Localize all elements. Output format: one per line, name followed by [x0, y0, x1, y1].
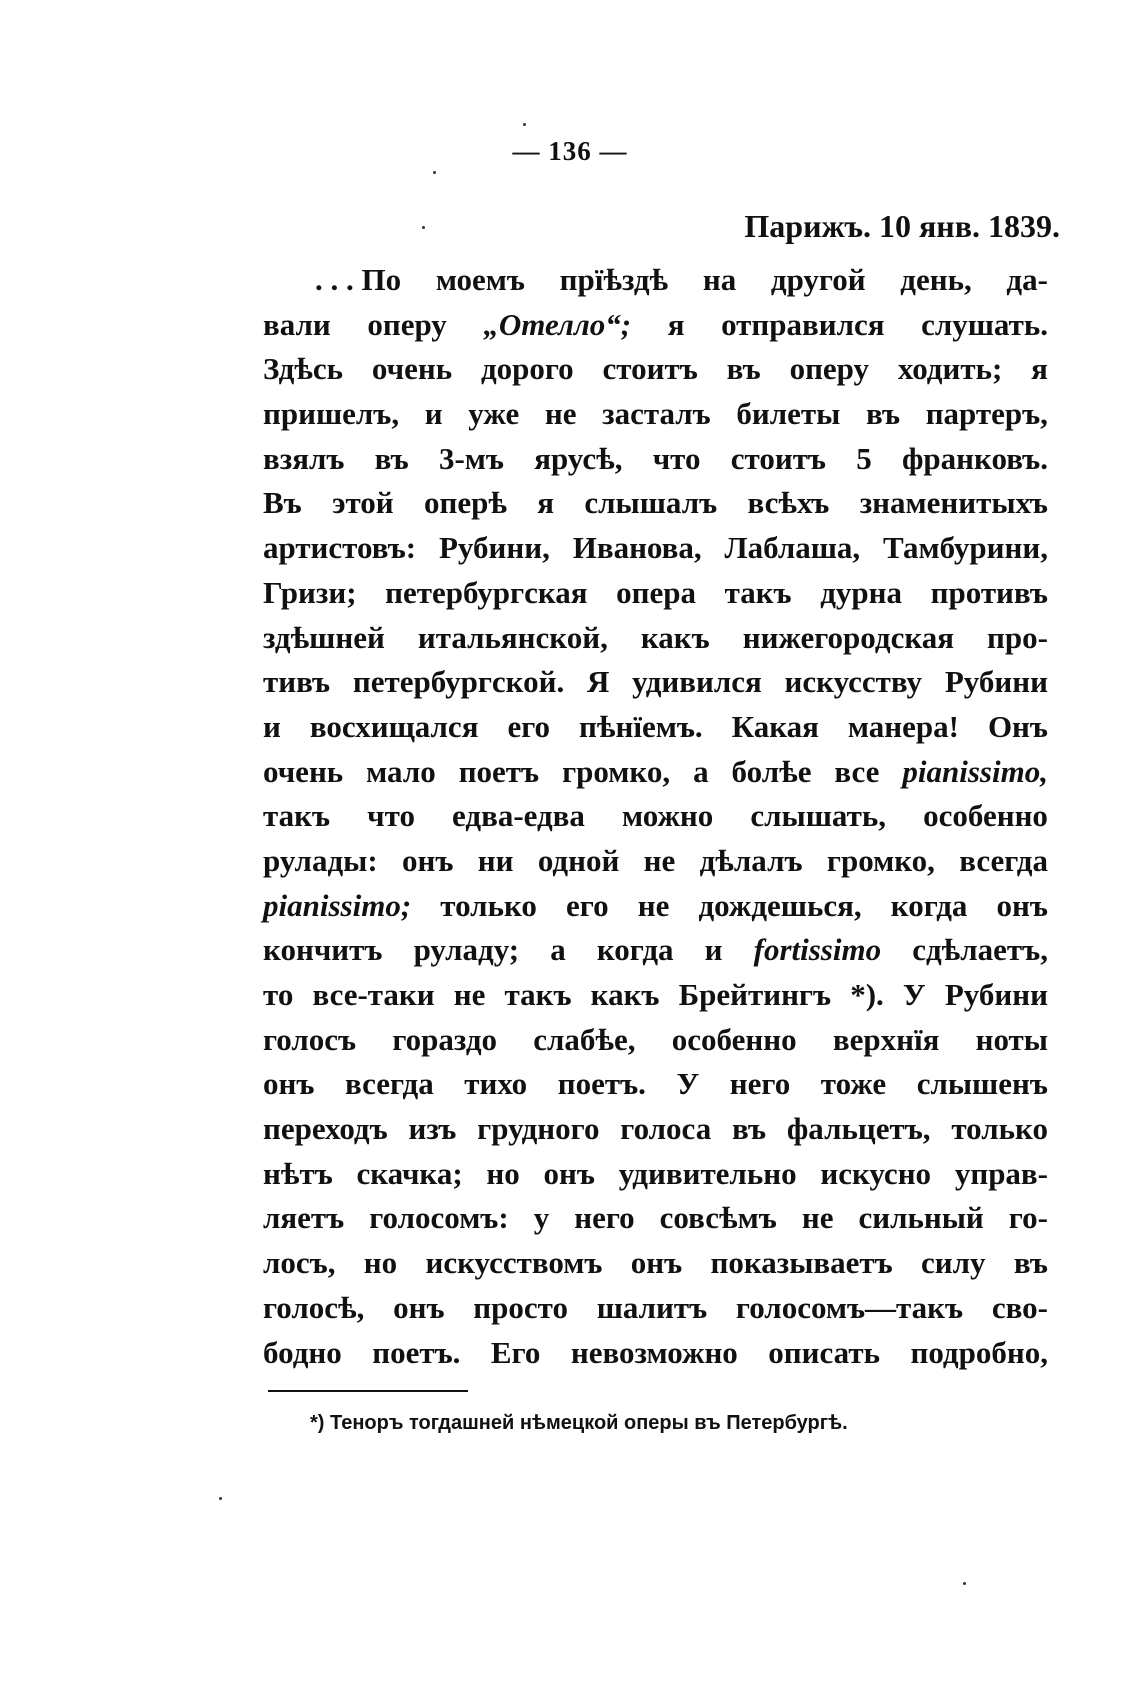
word: какъ — [590, 977, 660, 1012]
word: и — [704, 932, 723, 968]
text-line — [263, 1062, 1048, 1107]
word: переходъ — [263, 1111, 388, 1147]
text-line — [263, 884, 1048, 929]
scan-speck — [219, 1497, 222, 1500]
word: дѣлалъ — [699, 842, 803, 878]
word: какъ — [640, 619, 710, 655]
word: Иванова, — [572, 530, 702, 566]
word: Рубини, — [438, 530, 550, 566]
word: можно — [622, 798, 714, 834]
page-number: — 136 — — [512, 136, 628, 166]
word: ни — [477, 842, 514, 878]
text-line — [263, 571, 1048, 616]
word: петербургской. — [352, 664, 565, 700]
word: взялъ — [263, 440, 345, 476]
word: искусно — [820, 1155, 932, 1191]
word: искусствомъ — [425, 1245, 603, 1281]
word: сво- — [991, 1289, 1048, 1325]
word: гораздо — [392, 1021, 497, 1057]
text-line — [263, 973, 1048, 1018]
word: У — [676, 1066, 700, 1102]
text-line — [263, 526, 1048, 571]
word: все — [834, 753, 880, 789]
word: лосъ, — [263, 1245, 336, 1281]
word: болѣе — [731, 753, 812, 789]
word: искусству — [784, 664, 923, 700]
italic-term: pianissimo, — [902, 753, 1048, 789]
word: поетъ. — [557, 1066, 646, 1102]
word: грудного — [477, 1111, 600, 1147]
footnote-separator — [268, 1390, 468, 1392]
text-line — [263, 1107, 1048, 1152]
word: все-таки — [312, 977, 435, 1012]
word: ходить; — [897, 351, 1003, 387]
word: Онъ — [987, 708, 1048, 744]
text-line — [263, 1286, 1048, 1331]
word: 5 — [856, 440, 872, 476]
word: рулады: — [263, 842, 378, 878]
word: не — [637, 887, 670, 923]
word: Здѣсь — [263, 351, 344, 387]
text-line — [263, 750, 1048, 795]
word: У — [902, 977, 926, 1012]
word: Лаблаша, — [724, 530, 861, 566]
word: тихо — [464, 1066, 528, 1102]
word: дурна — [820, 574, 903, 610]
word: Какая — [731, 708, 819, 744]
word: такъ — [504, 977, 572, 1012]
word: дорого — [480, 351, 574, 387]
text-line — [263, 392, 1048, 437]
word: уже — [468, 396, 520, 432]
word: его — [566, 887, 609, 923]
word: слышенъ — [916, 1066, 1048, 1102]
word: но — [486, 1155, 520, 1191]
word: слышалъ — [584, 485, 718, 521]
word: кончитъ — [263, 932, 383, 968]
word: нѣтъ — [263, 1155, 333, 1191]
word: тоже — [820, 1066, 887, 1102]
word: не — [544, 396, 577, 432]
text-line — [263, 481, 1048, 526]
word: я — [667, 306, 685, 342]
word: а — [693, 753, 709, 789]
word: онъ — [630, 1245, 683, 1281]
text-line — [263, 1152, 1048, 1197]
word: что — [652, 440, 701, 476]
word: онъ — [543, 1155, 595, 1191]
word: тивъ — [263, 664, 331, 700]
word: у — [533, 1200, 550, 1236]
word: здѣшней — [263, 619, 385, 655]
word: Его — [490, 1334, 541, 1370]
scan-speck — [433, 171, 436, 174]
word: скачка; — [356, 1155, 463, 1191]
text-line — [263, 1241, 1048, 1286]
word: голоса — [620, 1111, 712, 1147]
word: такъ — [263, 798, 331, 834]
word: не — [643, 842, 676, 878]
word: въ — [374, 440, 409, 476]
word: билеты — [736, 396, 841, 432]
word: пришелъ, — [263, 396, 400, 432]
word: въ — [726, 351, 761, 387]
word: день, — [900, 262, 972, 297]
word: верхнїя — [832, 1021, 940, 1057]
word: голосѣ, — [263, 1289, 365, 1325]
italic-term: pianissimo; — [263, 887, 412, 923]
text-line — [263, 794, 1048, 839]
word: всегда — [959, 842, 1048, 878]
italic-title: „Отелло“; — [483, 306, 632, 342]
text-line — [263, 1331, 1048, 1376]
word: въ — [732, 1111, 767, 1147]
word: оперу — [367, 306, 447, 342]
word: Я — [586, 664, 610, 700]
word: засталъ — [602, 396, 711, 432]
word: я — [1031, 351, 1048, 387]
word: всѣхъ — [747, 485, 830, 521]
word: онъ — [996, 887, 1048, 923]
text-line — [263, 258, 1048, 303]
word: Гризи; — [263, 574, 357, 610]
scan-speck — [523, 123, 526, 126]
word: 3-мъ — [438, 440, 504, 476]
word: оперѣ — [423, 485, 507, 521]
letter-dateline: Парижъ. 10 янв. 1839. — [744, 208, 1060, 244]
text-line — [263, 660, 1048, 705]
word: сдѣлаетъ, — [912, 932, 1048, 968]
word: голосъ — [263, 1021, 357, 1057]
word: описать — [768, 1334, 880, 1370]
word: ярусѣ, — [534, 440, 623, 476]
word: этой — [332, 485, 394, 521]
word: онъ — [263, 1066, 315, 1102]
word: Рубини — [944, 664, 1048, 700]
word: шалитъ — [596, 1289, 708, 1325]
word: когда — [890, 887, 968, 923]
word: го- — [1008, 1200, 1048, 1236]
word: онъ — [393, 1289, 445, 1325]
word: другой — [770, 262, 866, 297]
word: въ — [1013, 1245, 1048, 1281]
word: что — [367, 798, 415, 834]
word: восхищался — [309, 708, 479, 744]
word: а — [550, 932, 566, 968]
word: особенно — [923, 798, 1048, 834]
word: стоитъ — [602, 351, 698, 387]
text-line — [263, 347, 1048, 392]
word: Въ — [263, 485, 302, 521]
text-line — [263, 839, 1048, 884]
word: только — [951, 1111, 1048, 1147]
word: нижегородская — [742, 619, 955, 655]
word: очень — [371, 351, 453, 387]
scan-speck — [963, 1582, 966, 1585]
word: петербургская — [385, 574, 588, 610]
text-line — [263, 303, 1048, 348]
word: такъ — [724, 574, 792, 610]
word: итальянской, — [417, 619, 608, 655]
word: только — [440, 887, 537, 923]
text-line — [263, 616, 1048, 661]
word: невозможно — [570, 1334, 738, 1370]
word: оперу — [789, 351, 870, 387]
word: особенно — [671, 1021, 797, 1057]
word: сильный — [858, 1200, 984, 1236]
word: поетъ — [458, 753, 540, 789]
text-line — [263, 1018, 1048, 1063]
word: бодно — [263, 1334, 342, 1370]
word: знаменитыхъ — [859, 485, 1048, 521]
word: когда — [596, 932, 674, 968]
word: показываетъ — [710, 1245, 893, 1281]
footnote: *) Теноръ тогдашней нѣмецкой оперы въ Петербургѣ. — [310, 1412, 848, 1434]
word: на — [702, 262, 737, 297]
word: не — [453, 977, 486, 1012]
word: его — [507, 708, 551, 744]
word: руладу; — [413, 932, 520, 968]
word: едва-едва — [452, 798, 585, 834]
text-line — [263, 705, 1048, 750]
body-text — [263, 258, 1048, 1375]
text-line — [263, 1196, 1048, 1241]
word: мало — [366, 753, 436, 789]
word: голосомъ: — [369, 1200, 509, 1236]
word: . . . По — [315, 262, 402, 297]
word: удивился — [632, 664, 762, 700]
word: стоитъ — [730, 440, 826, 476]
word: слушать. — [921, 306, 1048, 342]
word: и — [263, 708, 281, 744]
word: всегда — [344, 1066, 434, 1102]
word: артистовъ: — [263, 530, 417, 566]
word: очень — [263, 753, 344, 789]
word: пѣнїемъ. — [579, 708, 703, 744]
word: удивительно — [618, 1155, 797, 1191]
word: франковъ. — [901, 440, 1048, 476]
word: да- — [1006, 262, 1048, 297]
text-line — [263, 928, 1048, 973]
word: партеръ, — [925, 396, 1048, 432]
word: противъ — [930, 574, 1048, 610]
word: слабѣе, — [533, 1021, 636, 1057]
word: то — [263, 977, 294, 1012]
word: но — [363, 1245, 398, 1281]
word: онъ — [402, 842, 454, 878]
word: опера — [616, 574, 696, 610]
word: поетъ. — [372, 1334, 461, 1370]
word: отправился — [721, 306, 885, 342]
word: Тамбурини, — [883, 530, 1048, 566]
word: подробно, — [910, 1334, 1048, 1370]
word: манера! — [847, 708, 959, 744]
word: совсѣмъ — [659, 1200, 777, 1236]
italic-term: fortissimo — [753, 932, 882, 968]
footnote-marker: *). — [850, 977, 884, 1012]
word: одной — [537, 842, 620, 878]
word: ляетъ — [263, 1200, 345, 1236]
word: него — [574, 1200, 635, 1236]
word: дождешься, — [698, 887, 862, 923]
word: прїѣздѣ — [559, 262, 669, 297]
word: фальцетъ, — [786, 1111, 931, 1147]
word: моемъ — [435, 262, 525, 297]
word: управ- — [954, 1155, 1048, 1191]
word: ноты — [975, 1021, 1048, 1057]
word: силу — [921, 1245, 986, 1281]
text-line — [263, 437, 1048, 482]
word: въ — [865, 396, 901, 432]
word: не — [801, 1200, 834, 1236]
word: вали — [263, 306, 331, 342]
word: Брейтингъ — [678, 977, 832, 1012]
word: я — [537, 485, 555, 521]
word: изъ — [408, 1111, 457, 1147]
word: и — [424, 396, 443, 432]
scan-speck — [422, 226, 425, 229]
word: слышать, — [750, 798, 886, 834]
word: громко, — [562, 753, 671, 789]
word: просто — [473, 1289, 568, 1325]
word: Рубини — [944, 977, 1048, 1012]
word: про- — [987, 619, 1048, 655]
word: громко, — [826, 842, 935, 878]
word: голосомъ—такъ — [735, 1289, 964, 1325]
word: него — [729, 1066, 791, 1102]
